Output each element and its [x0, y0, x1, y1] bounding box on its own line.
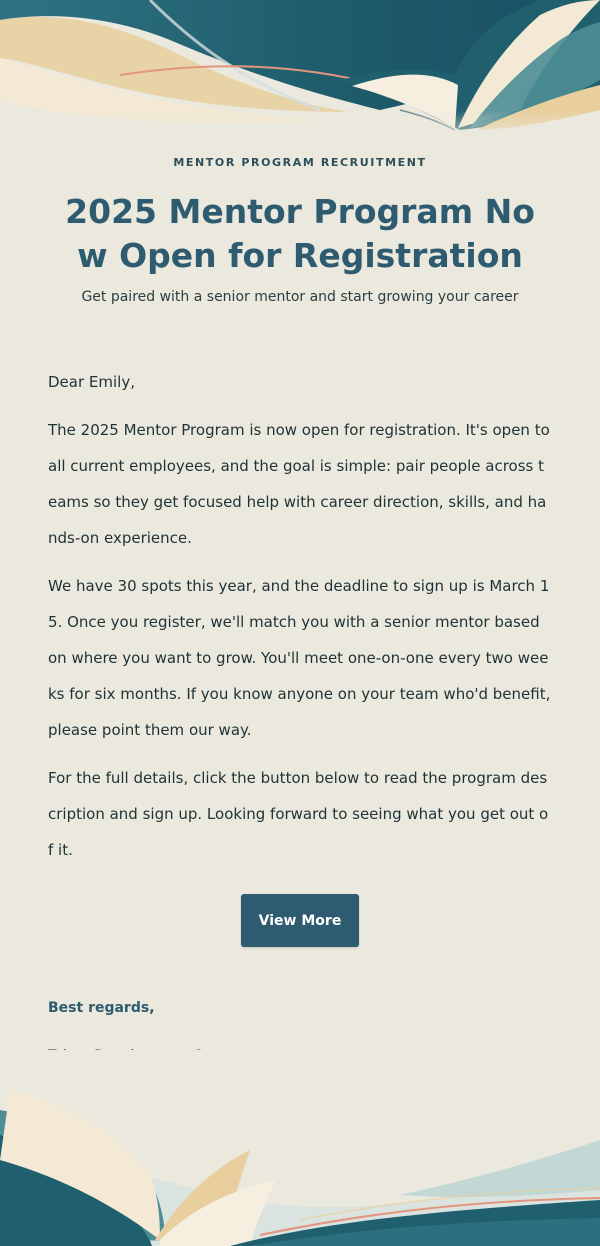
open-book-wave-top-icon	[0, 0, 600, 150]
closing-regards: Best regards,	[48, 1000, 155, 1016]
open-book-wave-bottom-icon	[0, 1050, 600, 1246]
body-paragraph: We have 30 spots this year, and the deadline to sign up is March 15. Once you register, we'll match you with a senior mentor based on where you want to grow. You'll meet one-on-one every two weeks for six months. If you know anyone on your team who'd benefit, please point them our way.	[48, 577, 551, 739]
letter-body	[48, 364, 552, 880]
page-title: 2025 Mentor Program Now Open for Registration	[65, 192, 535, 275]
eyebrow-label: MENTOR PROGRAM RECRUITMENT	[173, 156, 427, 169]
body-paragraph: The 2025 Mentor Program is now open for registration. It's open to all current employees, and the goal is simple: pair people across teams so they get focused help with career direction, skills, and hands-on experience.	[48, 421, 550, 547]
greeting: Dear Emily,	[48, 373, 135, 391]
page-subtitle: Get paired with a senior mentor and start growing your career	[81, 289, 519, 305]
body-paragraph: For the full details, click the button below to read the program description and sign up. Looking forward to seeing what you get out of it.	[48, 769, 549, 859]
view-more-button[interactable]: View More	[241, 894, 359, 947]
